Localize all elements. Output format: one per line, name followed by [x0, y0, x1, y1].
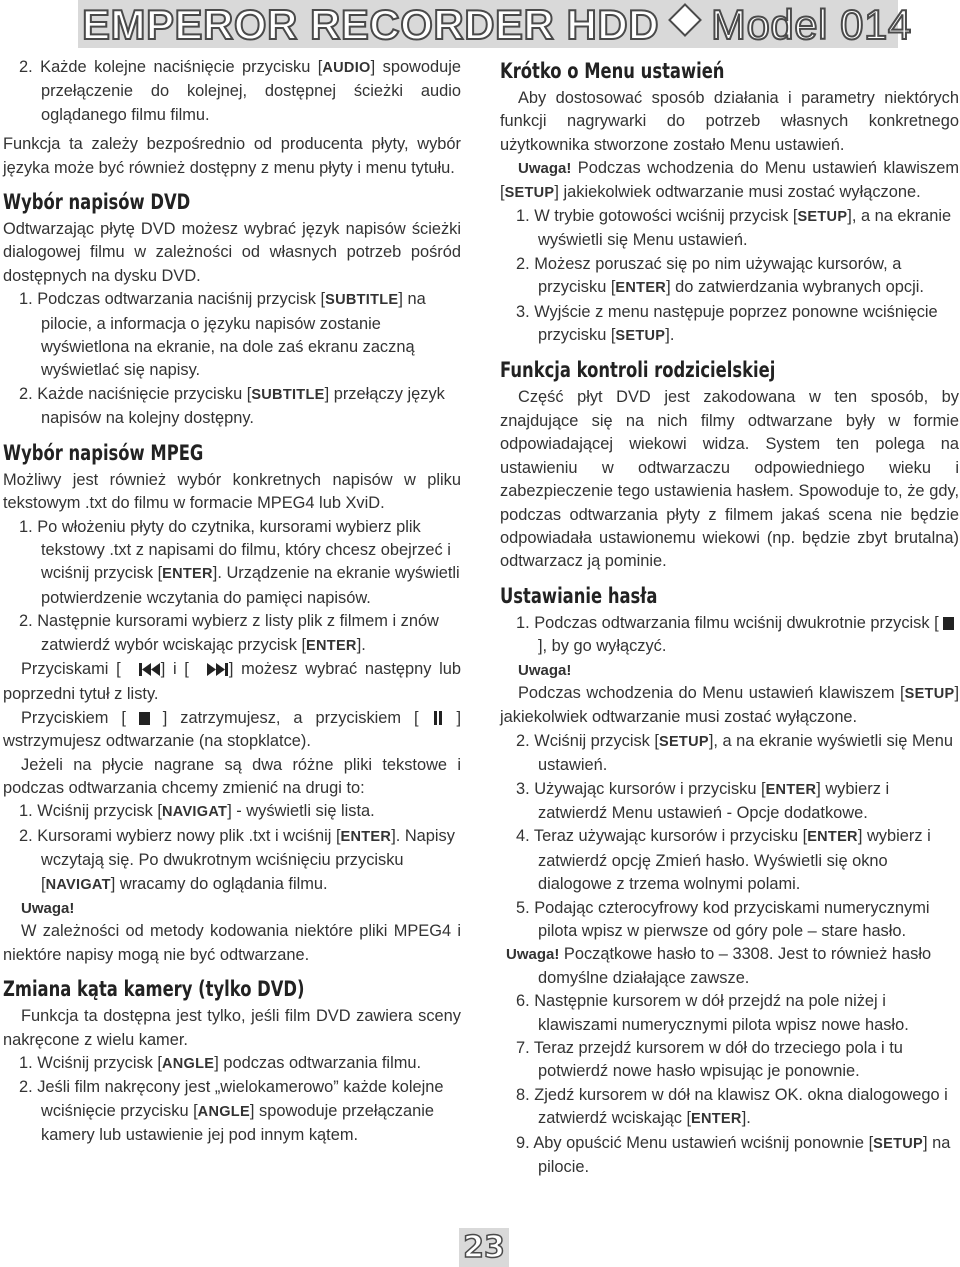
two-files-text: Jeżeli na płycie nagrane są dwa różne pliki tekstowe i podczas odtwarzania chcemy zmienić na drugi to: [3, 755, 461, 797]
enter-key: ENTER [807, 829, 858, 846]
navigat-key: NAVIGAT [161, 804, 228, 821]
setup-key: SETUP [615, 328, 666, 345]
password-warning: Podczas wchodzenia do Menu ustawień klawiszem [SETUP] jakiekolwiek odtwarzanie musi zostać wyłączone. [500, 683, 959, 727]
setup-key: SETUP [904, 685, 955, 702]
warning-label: Uwaga! [518, 661, 572, 679]
prev-icon [121, 660, 161, 683]
mpeg-warning-text: W zależności od metody kodowania niektóre pliki MPEG4 i niektóre napisy mogą nie być odtwarzane. [3, 922, 461, 964]
dvd-item-2: 2. Każde naciśnięcie przycisku [SUBTITLE] przełączy język napisów na kolejny dostępny. [19, 384, 445, 428]
dvd-intro: Odtwarzając płytę DVD możesz wybrać język napisów ścieżki dialogowej filmu w zależności od własnych potrzeb pośród dostępnych na dysku DVD. [3, 220, 461, 285]
password-item-1: 1. Podczas odtwarzania filmu wciśnij dwukrotnie przycisk [ ], by go wyłączyć. [500, 612, 959, 659]
password-item-8: 8. Zjedź kursorem w dół na klawisz OK. okna dialogowego i zatwierdź wciskając [ENTER]. [516, 1085, 948, 1128]
audio-note: Funkcja ta zależy bezpośrednio od producenta płyty, wybór języka może być również dostępny z menu płyty i menu tytułu. [3, 135, 461, 177]
audio-key: AUDIO [322, 60, 371, 76]
heading-settings-menu: Krótko o Menu ustawień [500, 59, 725, 83]
mpeg-intro: Możliwy jest również wybór konkretnych napisów w pliku tekstowym .txt do filmu w formacie MPEG4 lub XviD. [3, 470, 461, 513]
angle-key: ANGLE [161, 1056, 215, 1073]
password-item-9: 9. Aby opuścić Menu ustawień wciśnij ponownie [SETUP] na pilocie. [516, 1133, 951, 1177]
stop-icon [139, 712, 150, 725]
enter-key: ENTER [765, 781, 817, 798]
setup-key: SETUP [873, 1135, 923, 1152]
menu-item-2: 2. Możesz poruszać się po nim używając kursorów, a przycisku [ENTER] do zatwierdzania wybranych opcji. [516, 254, 924, 297]
password-default: Uwaga! Początkowe hasło to – 3308. Jest to również hasło domyślne działające zawsze. [506, 945, 932, 987]
setup-key: SETUP [504, 184, 555, 201]
enter-key: ENTER [306, 637, 357, 654]
mpeg-item-2: 2. Następnie kursorami wybierz z listy plik z filmem i znów zatwierdź wybór wciskając przycisk [ENTER]. [19, 612, 439, 654]
stop-pause-text: Przyciskiem [ ] zatrzymujesz, a przyciskiem [ ] wstrzymujesz odtwarzanie (na stopklatce). [3, 708, 461, 751]
diamond-icon [668, 3, 702, 37]
page-header [0, 0, 960, 50]
menu-item-1: 1. W trybie gotowości wciśnij przycisk [SETUP], a na ekranie wyświetli się Menu ustawień. [516, 207, 952, 250]
angle-intro: Funkcja ta dostępna jest tylko, jeśli film DVD zawiera sceny nakręcone z wielu kamer. [3, 1007, 461, 1049]
enter-key: ENTER [615, 280, 667, 297]
parental-text: Część płyt DVD jest zakodowana w ten sposób, by znajdujące się na nich filmy odtwarzane były w formie odpowiadającej wiekowi widza. System ten polega na ustawieniu w odtwarzaczu odpowiedniego wieku i zabezpieczenie tego ustawienia hasłem. Spowoduje to, że gdy, podczas odtwarzania płyty z filmem jakaś scena nie będzie odpowiadała ustawionemu wiekowi (np. będzie zbyt brutalna) odtwarzacz ją pominie. [500, 388, 959, 571]
password-item-2: 2. Wciśnij przycisk [SETUP], a na ekranie wyświetli się Menu ustawień. [516, 731, 953, 775]
navigat-item-2: 2. Kursorami wybierz nowy plik .txt i wciśnij [ENTER]. Napisy wczytają się. Po dwukrotnym wciśnięciu przycisku [NAVIGAT] wracamy do oglądania filmu. [19, 826, 455, 893]
column-gutter [481, 52, 482, 1222]
password-item-6: 6. Następnie kursorem w dół przejdź na pole niżej i klawiszami numerycznymi pilota wpisz nowe hasło. [516, 992, 909, 1034]
angle-item-2: 2. Jeśli film nakręcony jest „wielokamerowo” każde kolejne wciśnięcie przycisku [ANGLE] spowoduje przełączanie kamery lub ustawienie jej pod innym kątem. [19, 1078, 444, 1145]
stop-icon [943, 617, 954, 630]
header-title [82, 2, 912, 48]
audio-item-2: 2. Każde kolejne naciśnięcie przycisku [AUDIO] spowoduje przełączenie do kolejnej, dostępnej ścieżki audio oglądanego filmu filmu. [19, 58, 461, 124]
heading-dvd-subtitles: Wybór napisów DVD [3, 190, 191, 215]
password-item-3: 3. Używając kursorów i przycisku [ENTER] wybierz i zatwierdź Menu ustawień - Opcje dodatkowe. [516, 779, 890, 822]
next-icon [189, 660, 229, 683]
left-column [3, 56, 461, 1148]
heading-password-setup: Ustawianie hasła [500, 583, 658, 608]
enter-key: ENTER [691, 1111, 742, 1128]
heading-mpeg-subtitles: Wybór napisów MPEG [3, 440, 204, 465]
navigat-item-1: 1. Wciśnij przycisk [NAVIGAT] - wyświetli się lista. [19, 802, 375, 821]
right-column [500, 56, 959, 1179]
pause-icon [432, 711, 444, 725]
mpeg-item-1: 1. Po włożeniu płyty do czytnika, kursorami wybierz plik tekstowy .txt z napisami do filmu, który chcesz obejrzeć i wciśnij przycisk [ENTER]. Urządzenie na ekranie wyświetli potwierdzenie wczytania do pamięci napisów. [19, 517, 460, 607]
heading-camera-angle: Zmiana kąta kamery (tylko DVD) [3, 977, 305, 1002]
password-item-4: 4. Teraz używając kursorów i przycisku [ENTER] wybierz i zatwierdź opcję Zmień hasło. Wyświetli się okno dialogowe z trzema wolnymi polami. [516, 827, 931, 894]
enter-key: ENTER [162, 566, 213, 583]
password-item-5: 5. Podając czterocyfrowy kod przyciskami numerycznymi pilota wpisz w pierwsze od góry pole – stare hasło. [516, 898, 930, 940]
warning-label: Uwaga! [21, 900, 75, 917]
subtitle-key: SUBTITLE [251, 386, 325, 403]
setup-key: SETUP [658, 733, 709, 750]
dvd-item-1: 1. Podczas odtwarzania naciśnij przycisk [SUBTITLE] na pilocie, a informacja o języku napisów zostanie wyświetlona na ekranie, na dole zaś ekranu zaczną wyświetlać się napisy. [19, 290, 426, 380]
menu-warning: Uwaga! Podczas wchodzenia do Menu ustawień klawiszem [SETUP] jakiekolwiek odtwarzanie musi zostać wyłączone. [500, 159, 959, 201]
page-number: 23 [459, 1228, 509, 1267]
menu-intro: Aby dostosować sposób działania i parametry niektórych funkcji nagrywarki do potrzeb własnych konkretnego użytkownika stworzone zostało Menu ustawień. [500, 89, 959, 154]
brand-name: EMPEROR RECORDER HDD [82, 1, 660, 48]
menu-item-3: 3. Wyjście z menu następuje poprzez ponowne wciśnięcie przycisku [SETUP]. [516, 302, 938, 345]
angle-item-1: 1. Wciśnij przycisk [ANGLE] podczas odtwarzania filmu. [19, 1054, 422, 1073]
heading-parental-control: Funkcja kontroli rodzicielskiej [500, 358, 776, 383]
prev-next-text: Przyciskami [ ] i [ ] możesz wybrać następny lub poprzedni tytuł z listy. [3, 659, 461, 704]
enter-key: ENTER [340, 828, 392, 845]
password-item-7: 7. Teraz przejdź kursorem w dół do trzeciego pola i tu potwierdź nowe hasło wpisując je ponownie. [516, 1039, 903, 1081]
setup-key: SETUP [797, 209, 848, 226]
model-name: Model 014 [711, 1, 912, 48]
navigat-key: NAVIGAT [45, 876, 111, 893]
subtitle-key: SUBTITLE [325, 292, 399, 309]
angle-key: ANGLE [197, 1103, 250, 1120]
